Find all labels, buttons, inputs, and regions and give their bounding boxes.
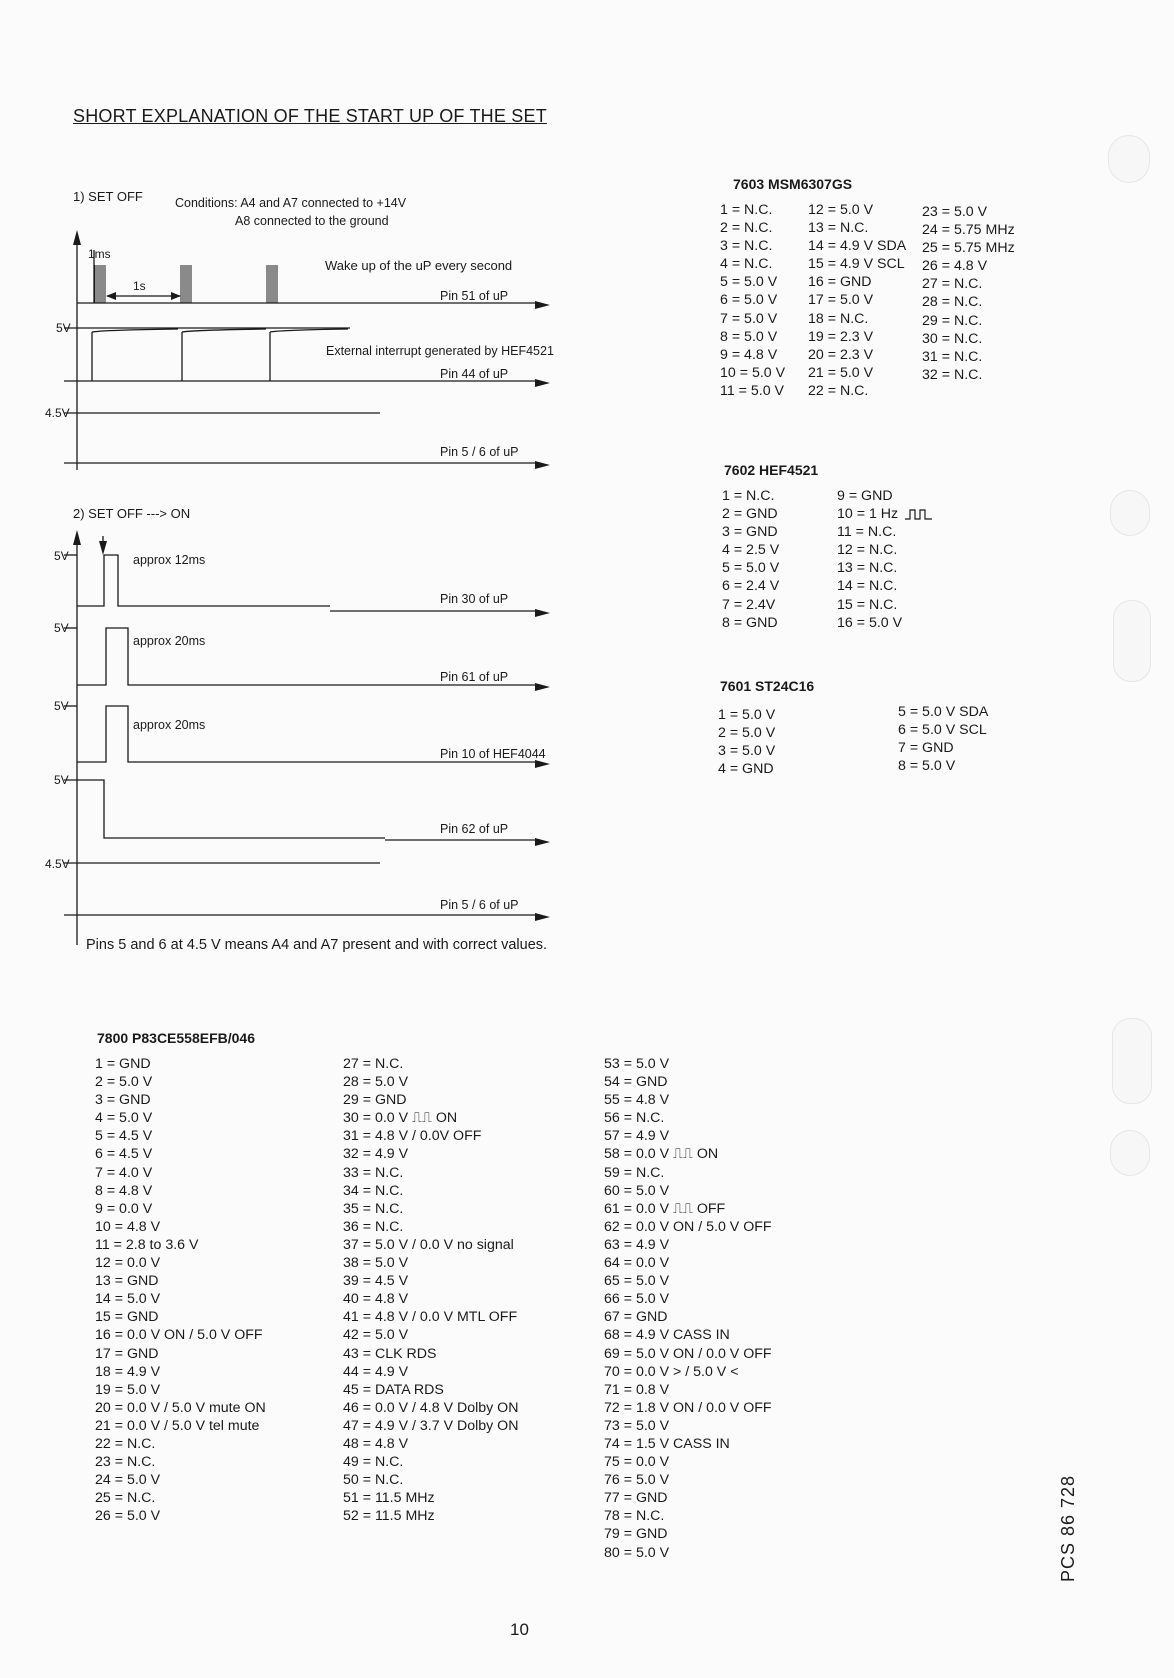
ic7800-col2 — [343, 1055, 518, 1525]
pin30-label: Pin 30 of uP — [440, 592, 509, 606]
level-5v-3: 5V — [54, 621, 69, 635]
pin-entry: 26 = 4.8 V — [922, 258, 988, 275]
ic7602-title: 7602 HEF4521 — [724, 462, 819, 478]
pin-entry: 38 = 5.0 V — [343, 1255, 409, 1272]
pin-entry: 31 = 4.8 V / 0.0V OFF — [343, 1128, 482, 1145]
pin-entry: 76 = 5.0 V — [604, 1472, 670, 1489]
clock-pulse-icon — [905, 507, 933, 521]
pin-entry: 8 = 5.0 V — [720, 328, 778, 345]
pin-entry: 15 = GND — [95, 1309, 159, 1326]
pin-entry: 7 = GND — [898, 740, 954, 757]
pin-entry: 14 = 5.0 V — [95, 1291, 161, 1308]
pin-entry: 1 = 5.0 V — [718, 707, 776, 723]
pin-entry: 4 = GND — [718, 761, 774, 778]
pin-entry: 2 = 5.0 V — [718, 725, 776, 742]
pin-entry: 58 = 0.0 V ⎍⎍ ON — [604, 1146, 719, 1163]
pin-entry: 71 = 0.8 V — [604, 1381, 670, 1398]
pin-entry: 32 = N.C. — [922, 366, 983, 383]
level-5v-1: 5V — [56, 321, 71, 335]
pin-entry: 46 = 0.0 V / 4.8 V Dolby ON — [343, 1399, 519, 1416]
binder-hole-5 — [1110, 1130, 1150, 1176]
pin-entry: 24 = 5.75 MHz — [922, 222, 1015, 239]
ic7601-col2 — [898, 703, 988, 775]
pin61-label: Pin 61 of uP — [440, 670, 509, 684]
pin-entry: 65 = 5.0 V — [604, 1273, 670, 1290]
pin-entry: 57 = 4.9 V — [604, 1128, 670, 1145]
ic7800-col3 — [604, 1055, 772, 1562]
pin-entry: 1 = GND — [95, 1056, 151, 1072]
pin-entry: 31 = N.C. — [922, 348, 983, 365]
binder-hole-1 — [1108, 135, 1150, 183]
pin-entry: 3 = GND — [722, 524, 778, 541]
label-1ms: 1ms — [88, 247, 111, 261]
pin-entry: 61 = 0.0 V ⎍⎍ OFF — [604, 1200, 726, 1217]
pin-entry: 18 = 4.9 V — [95, 1363, 161, 1380]
pin-entry: 4 = 5.0 V — [95, 1110, 153, 1127]
pin-entry: 60 = 5.0 V — [604, 1182, 670, 1199]
pin-entry: 17 = GND — [95, 1345, 159, 1362]
pin-entry: 51 = 11.5 MHz — [343, 1490, 435, 1507]
pin-entry: 52 = 11.5 MHz — [343, 1508, 435, 1525]
ic7602-col2 — [837, 487, 902, 632]
level-5v-4: 5V — [54, 699, 69, 713]
pin-entry: 45 = DATA RDS — [343, 1381, 444, 1398]
pin-entry: 22 = N.C. — [95, 1435, 156, 1452]
pin-entry: 50 = N.C. — [343, 1472, 404, 1489]
pin-entry: 5 = 5.0 V — [722, 560, 780, 577]
pin-entry: 19 = 2.3 V — [808, 328, 874, 345]
pin-entry: 14 = N.C. — [837, 578, 898, 595]
pin56-label-2: Pin 5 / 6 of uP — [440, 898, 519, 912]
pin-entry: 17 = 5.0 V — [808, 292, 874, 309]
pin-entry: 32 = 4.9 V — [343, 1146, 409, 1163]
pin-entry: 1 = N.C. — [720, 202, 773, 218]
pin-entry: 7 = 2.4V — [722, 596, 776, 613]
approx12-label: approx 12ms — [133, 553, 206, 567]
pin-entry: 14 = 4.9 V SDA — [808, 238, 907, 255]
level-5v-5: 5V — [54, 773, 69, 787]
pin-entry: 21 = 5.0 V — [808, 364, 874, 381]
pin-entry: 4 = N.C. — [720, 256, 773, 273]
pin-entry: 12 = 5.0 V — [808, 202, 874, 218]
ic7800-title: 7800 P83CE558EFB/046 — [97, 1030, 255, 1046]
pin-entry: 63 = 4.9 V — [604, 1236, 670, 1253]
pin-entry: 73 = 5.0 V — [604, 1417, 670, 1434]
pin-entry: 43 = CLK RDS — [343, 1345, 437, 1362]
pin-entry: 11 = 2.8 to 3.6 V — [95, 1236, 199, 1253]
pin-entry: 53 = 5.0 V — [604, 1056, 670, 1072]
pin-entry: 36 = N.C. — [343, 1218, 404, 1235]
pin-entry: 2 = 5.0 V — [95, 1074, 153, 1091]
pin-entry: 2 = N.C. — [720, 220, 773, 237]
pin-entry: 69 = 5.0 V ON / 0.0 V OFF — [604, 1345, 772, 1362]
approx20-label-2: approx 20ms — [133, 718, 206, 732]
pin-entry: 12 = 0.0 V — [95, 1255, 161, 1272]
pin-entry: 13 = N.C. — [837, 560, 898, 577]
ic7603-col2 — [808, 201, 906, 400]
pin-entry: 28 = N.C. — [922, 294, 983, 311]
pin-entry: 18 = N.C. — [808, 310, 869, 327]
pin-entry: 5 = 5.0 V SDA — [898, 704, 989, 720]
level-45v-1: 4.5V — [45, 406, 70, 420]
pin-entry: 13 = GND — [95, 1273, 159, 1290]
binder-hole-3 — [1113, 600, 1151, 682]
pin-entry: 8 = 5.0 V — [898, 758, 956, 775]
ic7603-col3 — [922, 203, 1015, 384]
section2-label: 2) SET OFF ---> ON — [73, 506, 191, 521]
pin-entry: 39 = 4.5 V — [343, 1273, 409, 1290]
pin-entry: 9 = 4.8 V — [720, 346, 778, 363]
pin-entry: 16 = GND — [808, 274, 872, 291]
pin-entry: 10 = 1 Hz — [837, 506, 899, 523]
pin-entry: 41 = 4.8 V / 0.0 V MTL OFF — [343, 1309, 518, 1326]
pin-entry: 72 = 1.8 V ON / 0.0 V OFF — [604, 1399, 772, 1416]
ic7603-title: 7603 MSM6307GS — [733, 176, 853, 192]
binder-hole-2 — [1110, 490, 1150, 536]
pin-entry: 3 = N.C. — [720, 238, 773, 255]
ic7800-col1 — [95, 1055, 266, 1525]
conditions-line-1: Conditions: A4 and A7 connected to +14V — [175, 196, 407, 210]
pin-entry: 79 = GND — [604, 1526, 668, 1543]
pin-entry: 16 = 5.0 V — [837, 614, 903, 631]
label-1s: 1s — [133, 279, 146, 293]
pin-entry: 30 = N.C. — [922, 330, 983, 347]
pin-entry: 2 = GND — [722, 506, 778, 523]
pin-entry: 3 = GND — [95, 1092, 151, 1109]
pin-entry: 48 = 4.8 V — [343, 1435, 409, 1452]
approx20-label-1: approx 20ms — [133, 634, 206, 648]
pin-entry: 6 = 2.4 V — [722, 578, 780, 595]
level-45v-2: 4.5V — [45, 857, 70, 871]
pin-entry: 62 = 0.0 V ON / 5.0 V OFF — [604, 1218, 772, 1235]
pin-entry: 8 = GND — [722, 614, 778, 631]
diagram-footnote: Pins 5 and 6 at 4.5 V means A4 and A7 present and with correct values. — [86, 937, 548, 953]
pin-entry: 11 = N.C. — [837, 524, 897, 541]
pin-entry: 70 = 0.0 V > / 5.0 V < — [604, 1363, 739, 1380]
pin-entry: 21 = 0.0 V / 5.0 V tel mute — [95, 1417, 260, 1434]
pin51-label: Pin 51 of uP — [440, 289, 509, 303]
pin-entry: 22 = N.C. — [808, 382, 869, 399]
pin62-label: Pin 62 of uP — [440, 822, 509, 836]
pin-entry: 25 = 5.75 MHz — [922, 240, 1015, 257]
pin-entry: 15 = N.C. — [837, 596, 898, 613]
pin-entry: 66 = 5.0 V — [604, 1291, 670, 1308]
ic7601-title: 7601 ST24C16 — [720, 678, 815, 694]
pin-entry: 10 = 4.8 V — [95, 1218, 161, 1235]
pin-entry: 40 = 4.8 V — [343, 1291, 409, 1308]
conditions-line-2: A8 connected to the ground — [235, 214, 389, 228]
pin-entry: 9 = 0.0 V — [95, 1200, 153, 1217]
pin-entry: 1 = N.C. — [722, 488, 775, 504]
pin-entry: 11 = 5.0 V — [720, 382, 785, 399]
ic7603-col1 — [720, 201, 785, 400]
pin-entry: 33 = N.C. — [343, 1164, 404, 1181]
pin-entry: 80 = 5.0 V — [604, 1544, 670, 1561]
pin-entry: 56 = N.C. — [604, 1110, 665, 1127]
pin-entry: 42 = 5.0 V — [343, 1327, 409, 1344]
pin-entry: 5 = 4.5 V — [95, 1128, 153, 1145]
pin-entry: 28 = 5.0 V — [343, 1074, 409, 1091]
page-number: 10 — [510, 1620, 529, 1639]
pin10-label: Pin 10 of HEF4044 — [440, 747, 546, 761]
pin-entry: 23 = 5.0 V — [922, 204, 988, 220]
pin-entry: 15 = 4.9 V SCL — [808, 256, 905, 273]
section1-label: 1) SET OFF — [73, 189, 143, 204]
pin-entry: 78 = N.C. — [604, 1508, 665, 1525]
pin-entry: 20 = 2.3 V — [808, 346, 874, 363]
pin-entry: 7 = 4.0 V — [95, 1164, 153, 1181]
ic7601-col1 — [718, 706, 775, 778]
pin-entry: 44 = 4.9 V — [343, 1363, 409, 1380]
pin-entry: 26 = 5.0 V — [95, 1508, 161, 1525]
pin-entry: 68 = 4.9 V CASS IN — [604, 1327, 730, 1344]
document-id: PCS 86 728 — [1058, 1474, 1078, 1582]
pin-entry: 10 = 5.0 V — [720, 364, 786, 381]
pin-entry: 6 = 5.0 V SCL — [898, 722, 987, 739]
pin-entry: 30 = 0.0 V ⎍⎍ ON — [343, 1110, 458, 1127]
page-title: SHORT EXPLANATION OF THE START UP OF THE SET — [73, 106, 547, 126]
pin-entry: 5 = 5.0 V — [720, 274, 778, 291]
pin-entry: 9 = GND — [837, 488, 893, 504]
pin-entry: 64 = 0.0 V — [604, 1255, 670, 1272]
pin56-label-1: Pin 5 / 6 of uP — [440, 445, 519, 459]
pin-entry: 7 = 5.0 V — [720, 310, 778, 327]
level-5v-2: 5V — [54, 549, 69, 563]
pin-entry: 6 = 5.0 V — [720, 292, 778, 309]
pin-entry: 74 = 1.5 V CASS IN — [604, 1435, 730, 1452]
pin-entry: 8 = 4.8 V — [95, 1182, 153, 1199]
pin-entry: 47 = 4.9 V / 3.7 V Dolby ON — [343, 1417, 519, 1434]
binder-hole-4 — [1112, 1018, 1152, 1104]
pin-entry: 54 = GND — [604, 1074, 668, 1091]
pin-entry: 37 = 5.0 V / 0.0 V no signal — [343, 1236, 514, 1253]
pin-entry: 24 = 5.0 V — [95, 1472, 161, 1489]
ic7602-col1 — [722, 487, 779, 632]
pin-entry: 13 = N.C. — [808, 220, 869, 237]
pin44-label: Pin 44 of uP — [440, 367, 509, 381]
pin-entry: 34 = N.C. — [343, 1182, 404, 1199]
pin-entry: 16 = 0.0 V ON / 5.0 V OFF — [95, 1327, 263, 1344]
pin-entry: 25 = N.C. — [95, 1490, 156, 1507]
pin-entry: 3 = 5.0 V — [718, 743, 776, 760]
timing-diagram — [0, 0, 620, 960]
pin-entry: 55 = 4.8 V — [604, 1092, 670, 1109]
interrupt-note: External interrupt generated by HEF4521 — [326, 344, 554, 358]
pin-entry: 49 = N.C. — [343, 1454, 404, 1471]
wake-up-note: Wake up of the uP every second — [325, 258, 513, 273]
pin-entry: 75 = 0.0 V — [604, 1454, 670, 1471]
pin-entry: 20 = 0.0 V / 5.0 V mute ON — [95, 1399, 266, 1416]
pin-entry: 29 = N.C. — [922, 312, 983, 329]
pin-entry: 23 = N.C. — [95, 1454, 156, 1471]
pin-entry: 12 = N.C. — [837, 542, 898, 559]
pin-entry: 59 = N.C. — [604, 1164, 665, 1181]
pin-entry: 6 = 4.5 V — [95, 1146, 153, 1163]
pin-entry: 4 = 2.5 V — [722, 542, 780, 559]
pin-entry: 29 = GND — [343, 1092, 407, 1109]
pin-entry: 27 = N.C. — [343, 1056, 404, 1072]
pin-entry: 77 = GND — [604, 1490, 668, 1507]
pin-entry: 35 = N.C. — [343, 1200, 404, 1217]
pin-entry: 19 = 5.0 V — [95, 1381, 161, 1398]
pin-entry: 27 = N.C. — [922, 276, 983, 293]
pin-entry: 67 = GND — [604, 1309, 668, 1326]
